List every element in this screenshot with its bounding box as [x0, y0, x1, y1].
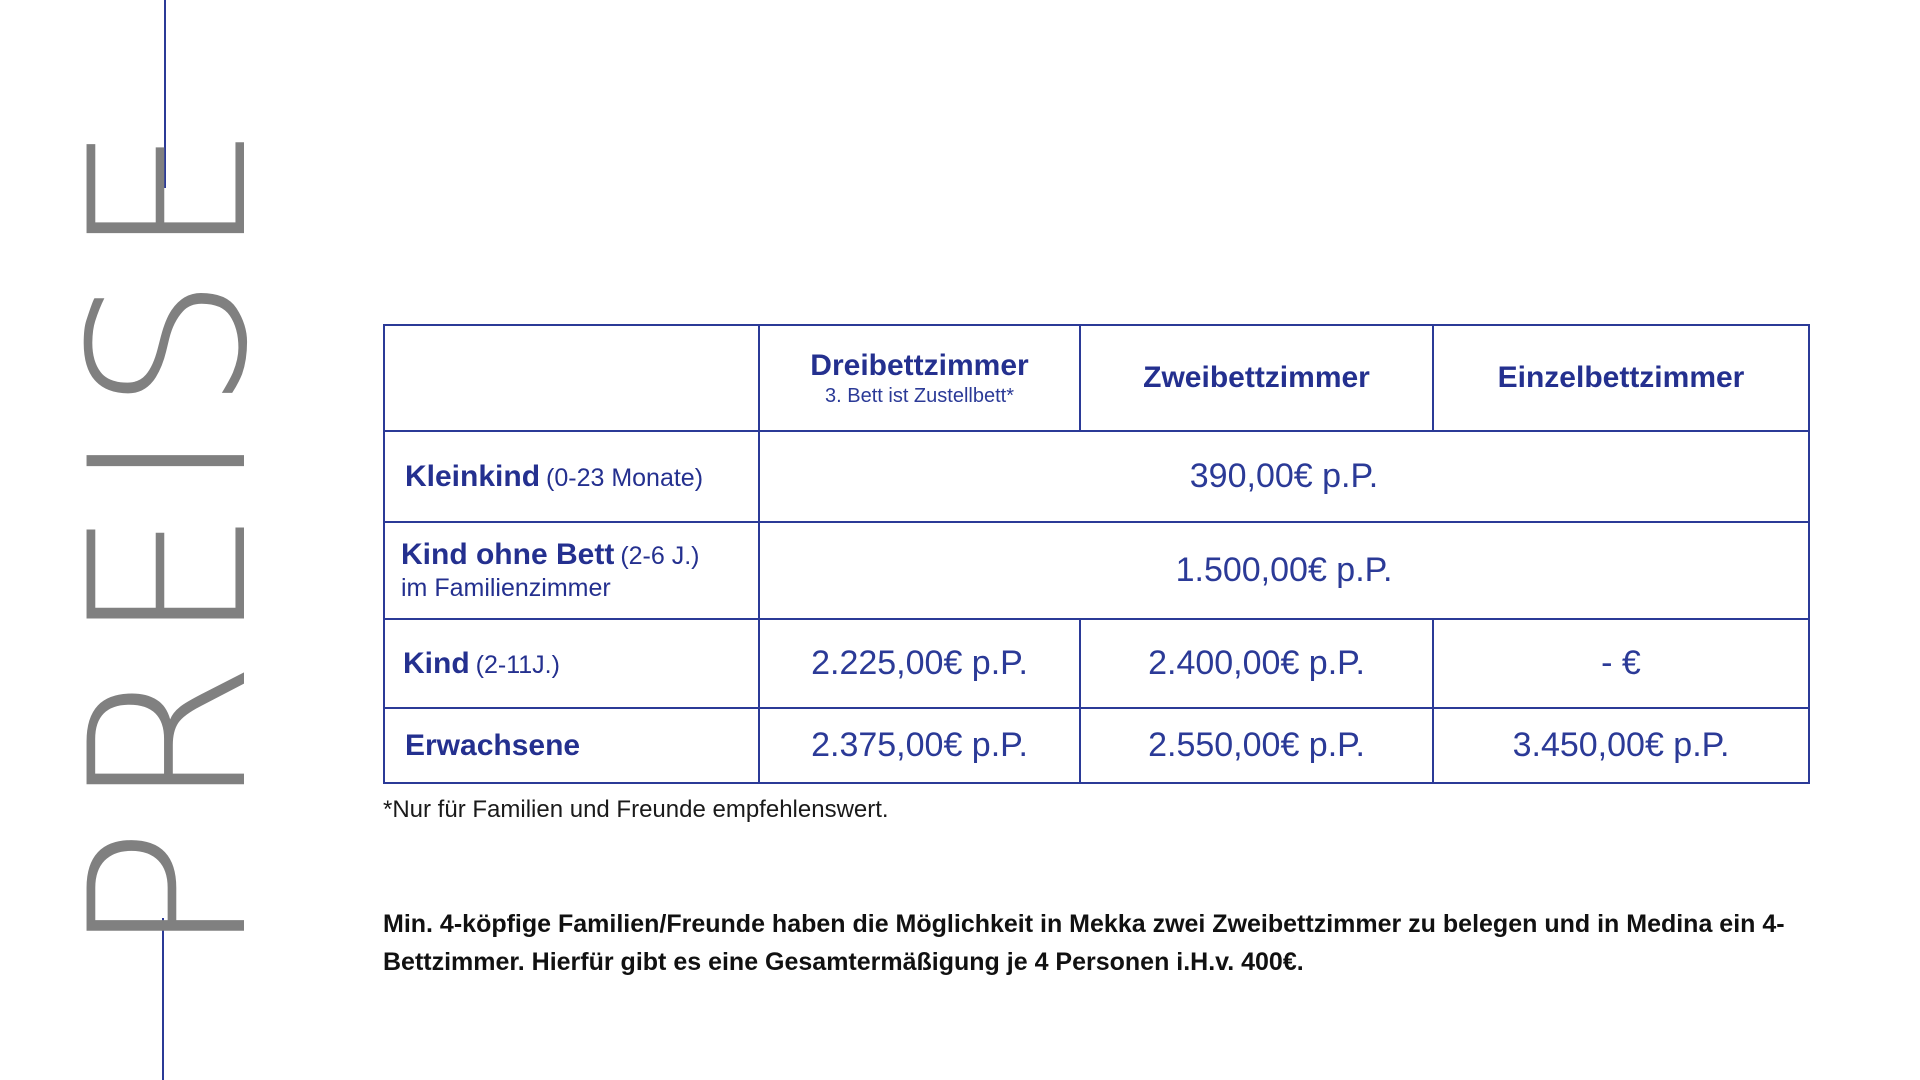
row-label-erwachsene: [384, 708, 759, 783]
row-label-main: Kind ohne Bett: [401, 538, 615, 571]
header-dreibettzimmer: [759, 325, 1080, 431]
header-label: Dreibettzimmer: [810, 348, 1029, 382]
vertical-page-title: PREISE: [44, 106, 295, 958]
table-row: [384, 619, 1809, 708]
table-header-row: [384, 325, 1809, 431]
price-cell: 2.550,00€ p.P.: [1080, 708, 1433, 783]
table-row: [384, 708, 1809, 783]
row-label-main: Erwachsene: [405, 728, 581, 762]
row-label-kind: [384, 619, 759, 708]
row-label-age: (0-23 Monate): [546, 463, 704, 492]
row-label-age: (2-11J.): [475, 650, 560, 679]
price-cell: - €: [1433, 619, 1809, 708]
row-label-main: Kleinkind: [405, 459, 541, 493]
header-einzelbettzimmer: [1433, 325, 1809, 431]
header-label: Zweibettzimmer: [1143, 361, 1370, 394]
header-label: Einzelbettzimmer: [1497, 361, 1745, 394]
row-label-age: (2-6 J.): [620, 542, 700, 570]
header-zweibettzimmer: [1080, 325, 1433, 431]
header-sublabel: 3. Bett ist Zustellbett*: [825, 384, 1014, 407]
row-label-main: Kind: [403, 646, 470, 680]
price-cell: 2.375,00€ p.P.: [759, 708, 1080, 783]
header-empty-cell: [384, 325, 759, 431]
row-label-kleinkind: [384, 431, 759, 522]
price-table: [383, 324, 1810, 784]
price-cell: 2.225,00€ p.P.: [759, 619, 1080, 708]
price-cell: 3.450,00€ p.P.: [1433, 708, 1809, 783]
table-row: [384, 522, 1809, 619]
row-label-sub: im Familienzimmer: [401, 574, 611, 602]
price-cell: 1.500,00€ p.P.: [759, 522, 1809, 619]
price-cell: 390,00€ p.P.: [759, 431, 1809, 522]
row-label-kind-ohne-bett: [384, 522, 759, 619]
table-row: [384, 431, 1809, 522]
footnote: *Nur für Familien und Freunde empfehlenswert.: [383, 796, 889, 823]
price-cell: 2.400,00€ p.P.: [1080, 619, 1433, 708]
info-paragraph: Min. 4-köpfige Familien/Freunde haben die Möglichkeit in Mekka zwei Zweibettzimmer zu belegen und in Medina ein 4-Bettzimmer. Hierfür gibt es eine Gesamtermäßigung je 4 Personen i.H.v. 400€.: [383, 910, 1785, 976]
